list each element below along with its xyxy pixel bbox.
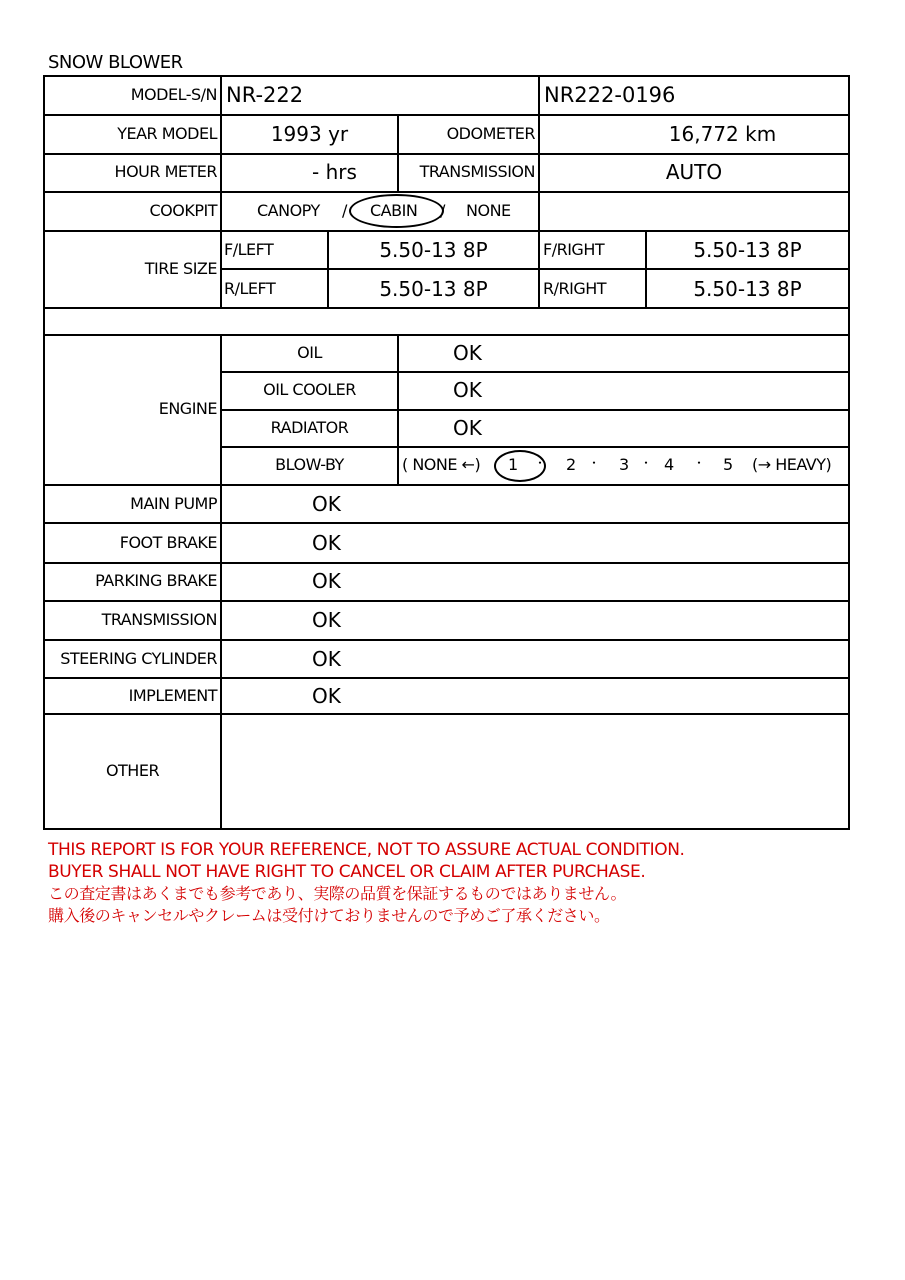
engine-oil-label: OIL — [297, 343, 322, 362]
year-model-value: 1993 yr — [270, 122, 349, 146]
disclaimer-line: この査定書はあくまでも参考であり、実際の品質を保証するものではありません。 — [48, 884, 627, 903]
implement-value: OK — [312, 684, 341, 708]
other-label: OTHER — [105, 761, 160, 780]
blow-by-none-marker: ( NONE ←) — [402, 455, 481, 474]
engine-blow-by-label: BLOW-BY — [275, 455, 344, 474]
blow-by-selection-circle — [494, 450, 546, 482]
model-sn-label: MODEL-S/N — [130, 85, 217, 104]
engine-label: ENGINE — [158, 399, 217, 418]
foot-brake-value: OK — [312, 531, 341, 555]
transmission-check-value: OK — [312, 608, 341, 632]
cookpit-selection-circle — [349, 194, 444, 228]
disclaimer-line: THIS REPORT IS FOR YOUR REFERENCE, NOT TO ASSURE ACTUAL CONDITION. — [48, 840, 685, 860]
tire-fr-value: 5.50-13 8P — [693, 238, 802, 262]
engine-oil-cooler-value: OK — [453, 378, 482, 402]
blow-by-level-1: 1 — [508, 455, 518, 474]
tire-fl-value: 5.50-13 8P — [379, 238, 488, 262]
blow-by-level-5: 5 — [723, 455, 733, 474]
cookpit-option-canopy: CANOPY — [257, 201, 320, 220]
year-model-label: YEAR MODEL — [117, 124, 217, 143]
steering-cylinder-value: OK — [312, 647, 341, 671]
tire-rl-label: R/LEFT — [224, 279, 276, 298]
cookpit-separator: / — [440, 201, 445, 220]
odometer-label: ODOMETER — [446, 124, 535, 143]
blow-by-dot: ・ — [588, 456, 600, 470]
blow-by-dot: ・ — [693, 456, 705, 470]
hour-meter-value: - hrs — [312, 160, 357, 184]
cookpit-option-none: NONE — [466, 201, 511, 220]
tire-size-label: TIRE SIZE — [144, 259, 217, 278]
parking-brake-value: OK — [312, 569, 341, 593]
transmission-type-label: TRANSMISSION — [419, 162, 535, 181]
engine-radiator-label: RADIATOR — [270, 418, 349, 437]
tire-rr-label: R/RIGHT — [543, 279, 607, 298]
odometer-value: 16,772 km — [668, 122, 777, 146]
transmission-check-label: TRANSMISSION — [101, 610, 217, 629]
blow-by-dot: ・ — [534, 456, 546, 470]
main-pump-label: MAIN PUMP — [130, 494, 217, 513]
serial-value: NR222-0196 — [544, 83, 676, 107]
blow-by-level-3: 3 — [619, 455, 629, 474]
tire-rl-value: 5.50-13 8P — [379, 277, 488, 301]
blow-by-dot: ・ — [640, 456, 652, 470]
disclaimer — [48, 840, 685, 926]
cookpit-label: COOKPIT — [149, 201, 217, 220]
engine-oil-cooler-label: OIL COOLER — [263, 380, 356, 399]
parking-brake-label: PARKING BRAKE — [95, 571, 217, 590]
cookpit-separator: / — [342, 201, 347, 220]
transmission-type-value: AUTO — [665, 160, 723, 184]
cookpit-option-cabin: CABIN — [370, 201, 418, 220]
foot-brake-label: FOOT BRAKE — [119, 533, 217, 552]
tire-rr-value: 5.50-13 8P — [693, 277, 802, 301]
page-title: SNOW BLOWER — [48, 52, 183, 73]
main-pump-value: OK — [312, 492, 341, 516]
engine-oil-value: OK — [453, 341, 482, 365]
disclaimer-line: BUYER SHALL NOT HAVE RIGHT TO CANCEL OR CLAIM AFTER PURCHASE. — [48, 861, 646, 882]
model-value: NR-222 — [226, 83, 304, 107]
engine-radiator-value: OK — [453, 416, 482, 440]
blow-by-level-2: 2 — [566, 455, 576, 474]
steering-cylinder-label: STEERING CYLINDER — [60, 649, 217, 668]
hour-meter-label: HOUR METER — [114, 162, 217, 181]
disclaimer-line: 購入後のキャンセルやクレームは受付けておりませんので予めご了承ください。 — [48, 905, 610, 925]
blow-by-level-4: 4 — [664, 455, 674, 474]
tire-fl-label: F/LEFT — [224, 240, 274, 259]
implement-label: IMPLEMENT — [128, 686, 217, 705]
tire-fr-label: F/RIGHT — [543, 240, 605, 259]
blow-by-heavy-marker: (→ HEAVY) — [752, 455, 832, 474]
